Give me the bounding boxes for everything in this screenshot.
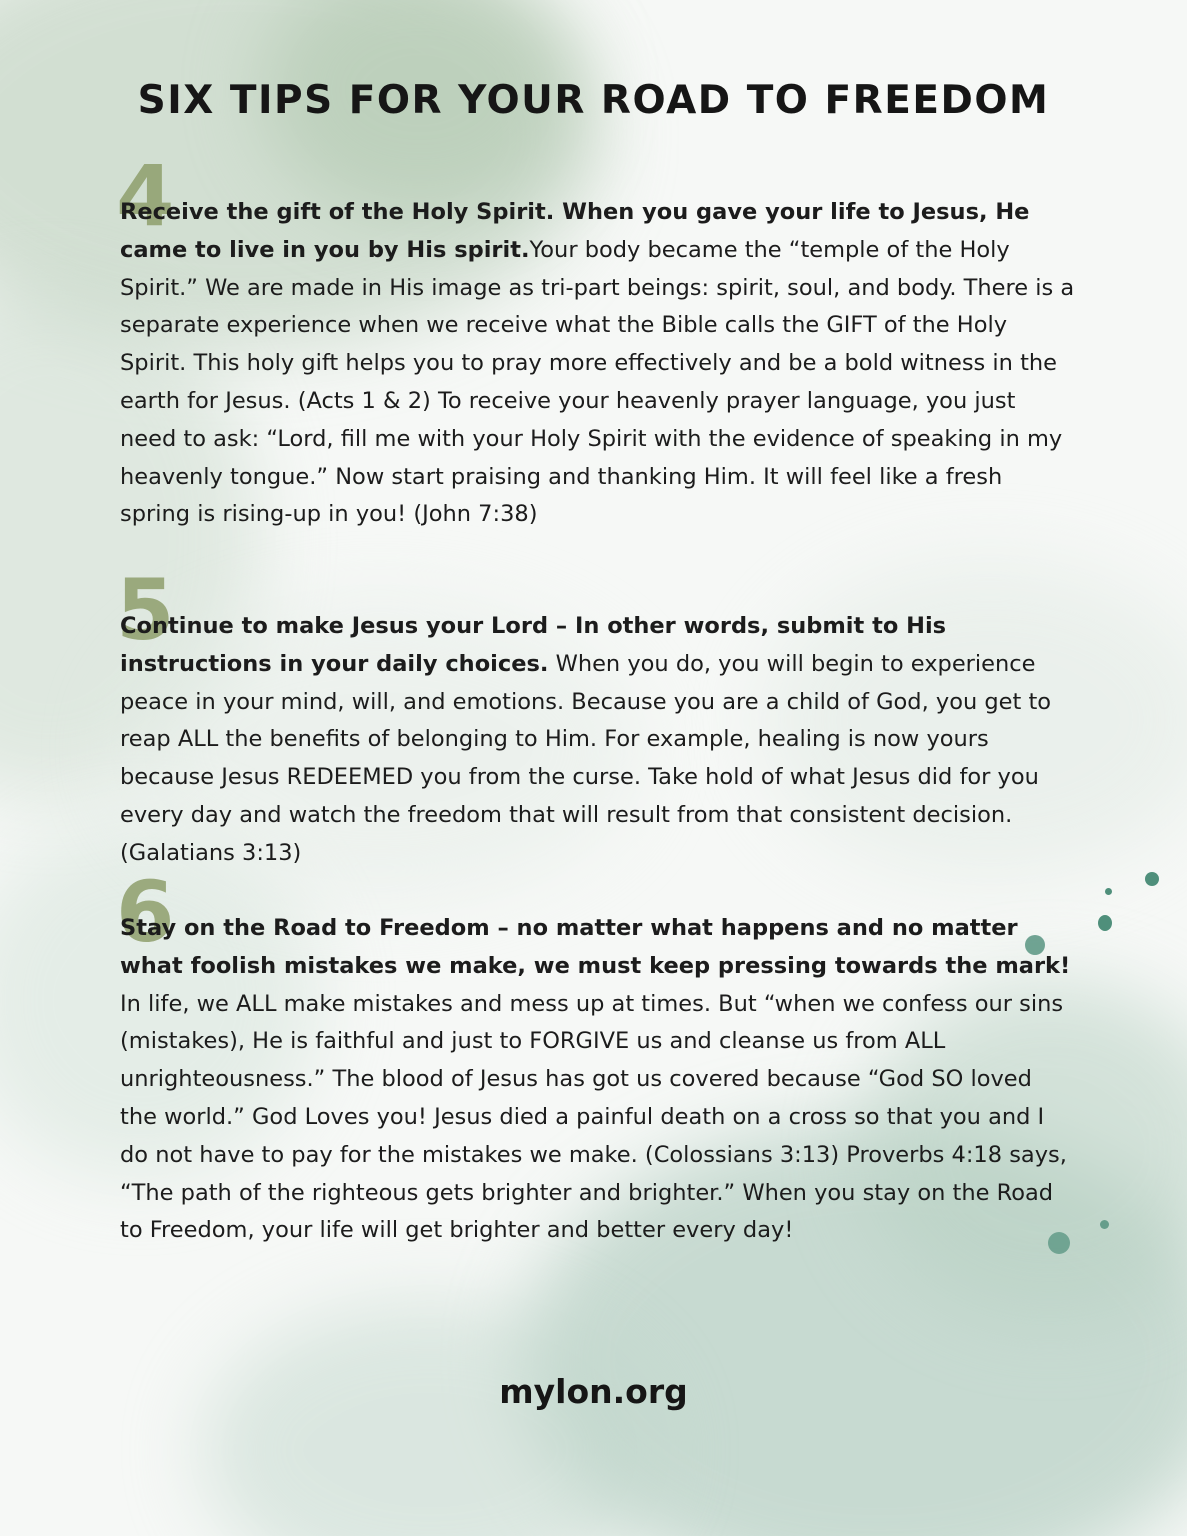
tip-lead: Continue to make Jesus your Lord – In other words, submit to His instructions in your daily choices.	[120, 613, 947, 677]
tip-body: Your body became the “temple of the Holy Spirit.” We are made in His image as tri-part beings: spirit, soul, and body. There is a separate experience when we receive what the Bible calls the GIFT of the Holy Spirit. This holy gift helps you to pray more effectively and be a bold witness in the earth for Jesus. (Acts 1 & 2) To receive your heavenly prayer language, you just need to ask: “Lord, fill me with your Holy Spirit with the evidence of speaking in my heavenly tongue.” Now start praising and thanking Him. It will feel like a fresh spring is rising-up in you! (John 7:38)	[120, 236, 1075, 528]
tip-text	[120, 608, 1075, 873]
footer-website: mylon.org	[499, 1372, 688, 1411]
tip-text	[120, 194, 1075, 534]
tip-lead: Stay on the Road to Freedom – no matter what happens and no matter what foolish mistakes we make, we must keep pressing towards the mark!	[120, 915, 1071, 979]
tip-4	[116, 147, 1075, 534]
tip-number: 6	[116, 863, 175, 961]
tip-5	[116, 561, 1075, 873]
tip-number: 4	[116, 147, 175, 245]
tip-text	[120, 910, 1075, 1250]
tip-number: 5	[116, 561, 175, 659]
tip-body: In life, we ALL make mistakes and mess up at times. But “when we confess our sins (mistakes), He is faithful and just to FORGIVE us and cleanse us from ALL unrighteousness.” The blood of Jesus has got us covered because “God SO loved the world.” God Loves you! Jesus died a painful death on a cross so that you and I do not have to pay for the mistakes we make. (Colossians 3:13) Proverbs 4:18 says, “The path of the righteous gets brighter and brighter.” When you stay on the Road to Freedom, your life will get brighter and better every day!	[120, 990, 1067, 1244]
tip-lead: Receive the gift of the Holy Spirit. When you gave your life to Jesus, He came to live in you by His spirit.	[120, 199, 1030, 263]
tip-6	[116, 863, 1075, 1250]
page-title: SIX TIPS FOR YOUR ROAD TO FREEDOM	[137, 78, 1050, 123]
tip-body: When you do, you will begin to experience peace in your mind, will, and emotions. Because you are a child of God, you get to reap ALL the benefits of belonging to Him. For example, healing is now yours because Jesus REDEEMED you from the curse. Take hold of what Jesus did for you every day and watch the freedom that will result from that consistent decision. (Galatians 3:13)	[120, 650, 1052, 866]
